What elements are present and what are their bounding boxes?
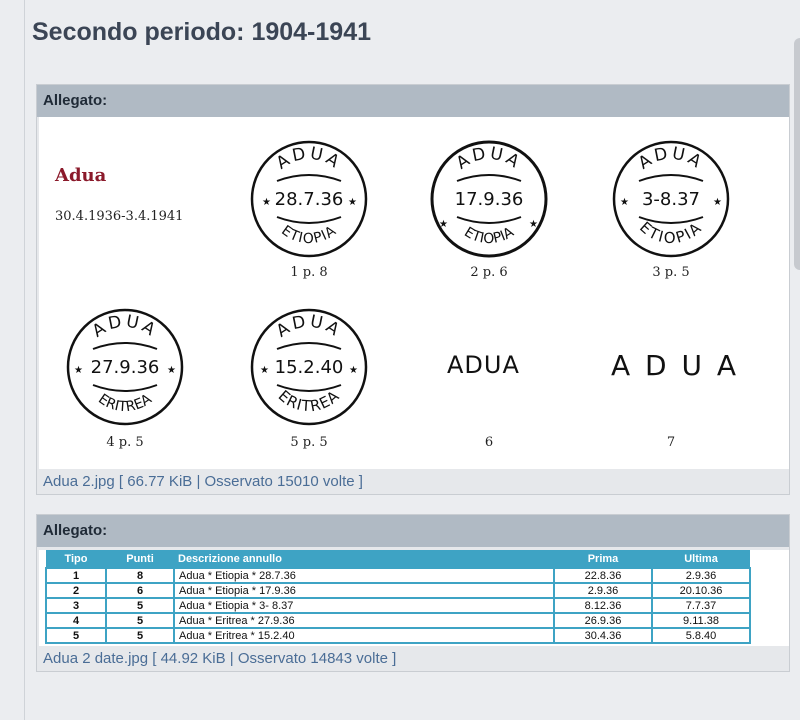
postmark-caption-2: 2 p. 6 [470,265,508,280]
cell-tipo: 4 [46,613,106,628]
attachment-1 [36,84,790,495]
table-row [46,628,750,643]
svg-text:★: ★ [260,365,269,376]
postmark-bottom-text: ETIOPIA [278,222,340,248]
postmark-5 [249,307,369,427]
cell-tipo: 3 [46,598,106,613]
postmark-top-text: ADUA [634,143,708,174]
cell-prima: 22.8.36 [554,568,652,583]
cell-punti: 5 [106,628,174,643]
cell-descrizione: Adua * Eritrea * 15.2.40 [174,628,554,643]
linear-mark-caption-6: 6 [484,435,494,450]
postmark-top-text: ADUA [272,143,346,174]
attachment-link[interactable]: Adua 2 date.jpg [ 44.92 KiB | Osservato 14843 volte ] [43,650,397,667]
cell-punti: 8 [106,568,174,583]
col-header-ultima: Ultima [652,550,750,568]
cell-ultima: 2.9.36 [652,568,750,583]
postmark-bottom-text: ETIOPIA [636,218,706,248]
cell-descrizione: Adua * Eritrea * 27.9.36 [174,613,554,628]
postmark-date: 15.2.40 [274,357,344,378]
cell-ultima: 9.11.38 [652,613,750,628]
cell-tipo: 1 [46,568,106,583]
cell-prima: 2.9.36 [554,583,652,598]
place-name: Adua [55,165,107,186]
cell-ultima: 20.10.36 [652,583,750,598]
postmark-2 [429,139,549,259]
attachment-image-adua[interactable] [39,117,789,469]
postmark-caption-3: 3 p. 5 [652,265,690,280]
postmark-date: 17.9.36 [454,189,524,210]
cell-tipo: 5 [46,628,106,643]
svg-text:★: ★ [713,197,722,208]
svg-text:★: ★ [348,197,357,208]
linear-mark-caption-7: 7 [666,435,676,450]
col-header-tipo: Tipo [46,550,106,568]
col-header-descrizione: Descrizione annullo [174,550,554,568]
scroll-handle[interactable] [794,38,800,270]
postmark-top-text: ADUA [272,311,346,342]
svg-text:ERITREA [95,391,155,415]
cell-prima: 30.4.36 [554,628,652,643]
attachment-header: Allegato: [37,85,789,117]
svg-text:★: ★ [529,219,538,230]
svg-text:★: ★ [620,197,629,208]
svg-text:★: ★ [262,197,271,208]
cell-descrizione: Adua * Etiopia * 3- 8.37 [174,598,554,613]
svg-text:★: ★ [349,365,358,376]
linear-mark-7: A D U A [611,349,740,382]
postmark-date: 3-8.37 [641,189,701,210]
postmark-date: 28.7.36 [274,189,344,210]
postmark-top-text: ADUA [452,143,526,174]
postmark-caption-4: 4 p. 5 [106,435,144,450]
table-row [46,568,750,583]
svg-text:ETIOPIA [278,223,339,247]
attachment-link[interactable]: Adua 2.jpg [ 66.77 KiB | Osservato 15010 volte ] [43,473,363,490]
period-dates: 30.4.1936-3.4.1941 [55,209,184,224]
postmark-1 [249,139,369,259]
cell-prima: 26.9.36 [554,613,652,628]
svg-text:★: ★ [167,365,176,376]
left-border [24,0,25,720]
postmark-bottom-text: ERITREA [274,386,344,416]
cell-ultima: 7.7.37 [652,598,750,613]
postmark-bottom-text: ETIOPIA [461,224,517,248]
dates-table [45,550,751,644]
cell-tipo: 2 [46,583,106,598]
postmark-4 [65,307,185,427]
post-title: Secondo periodo: 1904-1941 [32,18,372,46]
svg-text:ETIOPIA [461,224,517,247]
cell-punti: 5 [106,598,174,613]
col-header-punti: Punti [106,550,174,568]
cell-descrizione: Adua * Etiopia * 28.7.36 [174,568,554,583]
postmark-top-text: ADUA [88,311,162,342]
linear-mark-6: ADUA [447,351,520,379]
svg-text:★: ★ [439,219,448,230]
table-header-row [46,550,750,568]
postmark-3 [611,139,731,259]
svg-text:★: ★ [74,365,83,376]
postmark-date: 27.9.36 [90,357,160,378]
cell-punti: 5 [106,613,174,628]
cell-punti: 6 [106,583,174,598]
postmark-caption-1: 1 p. 8 [290,265,328,280]
table-row [46,613,750,628]
col-header-prima: Prima [554,550,652,568]
attachment-header: Allegato: [37,515,789,547]
cell-ultima: 5.8.40 [652,628,750,643]
table-row [46,598,750,613]
attachment-2 [36,514,790,672]
postmark-caption-5: 5 p. 5 [290,435,328,450]
cell-descrizione: Adua * Etiopia * 17.9.36 [174,583,554,598]
table-row [46,583,750,598]
postmark-bottom-text: ERITREA [95,391,155,416]
cell-prima: 8.12.36 [554,598,652,613]
attachment-image-dates[interactable] [39,550,789,646]
